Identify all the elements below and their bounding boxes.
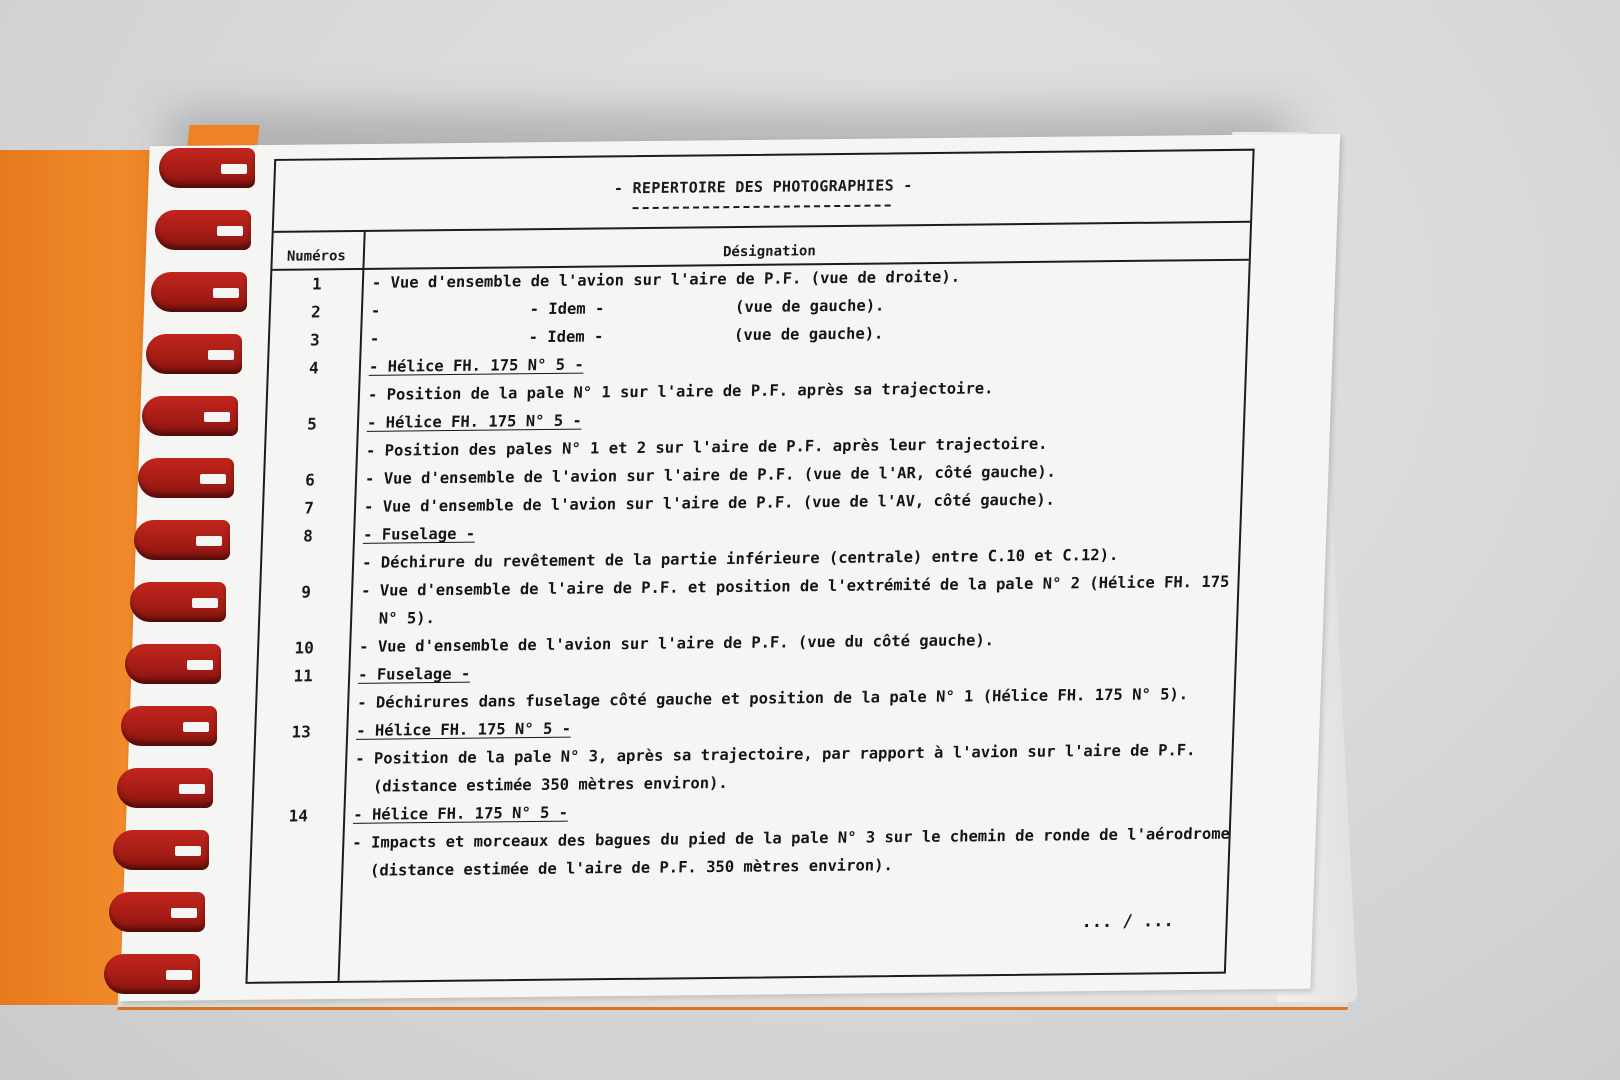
row-designation: - Hélice FH. 175 N° 5 - xyxy=(353,803,569,824)
row-number: 13 xyxy=(291,722,312,742)
row-designation: - Déchirures dans fuselage côté gauche et position de la pale N° 1 (Hélice FH. 175 N° 5). xyxy=(356,685,1189,712)
binding-ring xyxy=(121,706,217,746)
binding-ring xyxy=(159,148,255,188)
binding-ring xyxy=(130,582,226,622)
row-number: 11 xyxy=(293,666,314,686)
table-rows xyxy=(251,261,1249,887)
continuation-mark: ... / ... xyxy=(1081,911,1175,933)
row-designation: - Vue d'ensemble de l'avion sur l'aire de P.F. (vue de l'AR, côté gauche). xyxy=(364,462,1057,488)
row-number: 8 xyxy=(302,526,314,546)
row-designation: - Position des pales N° 1 et 2 sur l'aire de P.F. après leur trajectoire. xyxy=(365,434,1048,460)
row-designation: - Hélice FH. 175 N° 5 - xyxy=(355,719,572,740)
row-designation: - - Idem - (vue de gauche). xyxy=(370,296,885,320)
row-number xyxy=(256,750,346,751)
row-designation: - Fuselage - xyxy=(362,524,476,544)
binding-ring xyxy=(138,458,234,498)
binding-ring xyxy=(151,272,247,312)
row-designation: - - Idem - (vue de gauche). xyxy=(369,324,884,348)
row-number: 9 xyxy=(300,582,312,602)
row-designation: - Vue d'ensemble de l'avion sur l'aire de P.F. (vue du côté gauche). xyxy=(358,631,995,656)
row-designation: - Hélice FH. 175 N° 5 - xyxy=(368,355,585,376)
row-number: 1 xyxy=(311,274,323,294)
header-numeros: Numéros xyxy=(286,248,347,265)
row-number: 5 xyxy=(306,414,318,434)
document-page xyxy=(120,134,1340,1001)
row-number: 3 xyxy=(309,330,321,350)
binding-ring xyxy=(155,210,251,250)
binding-ring xyxy=(142,396,238,436)
row-designation: - Impacts et morceaux des bagues du pied de la pale N° 3 sur le chemin de ronde de l'aérodrome xyxy=(352,824,1231,852)
row-designation: - Vue d'ensemble de l'avion sur l'aire de P.F. (vue de droite). xyxy=(371,267,961,292)
binding-ring xyxy=(125,644,221,684)
row-number: 2 xyxy=(310,302,322,322)
binding-ring xyxy=(134,520,230,560)
document-title: - REPERTOIRE DES PHOTOGRAPHIES - xyxy=(613,176,913,198)
row-number: 6 xyxy=(304,470,316,490)
row-designation: - Position de la pale N° 1 sur l'aire de P.F. après sa trajectoire. xyxy=(367,379,994,404)
title-underline xyxy=(633,204,891,209)
row-designation: - Position de la pale N° 3, après sa trajectoire, par rapport à l'avion sur l'aire de P.F. xyxy=(354,741,1196,768)
row-designation: (distance estimée 350 mètres environ). xyxy=(354,773,729,796)
row-number xyxy=(268,386,358,387)
binding-ring xyxy=(109,892,205,932)
row-number xyxy=(253,834,343,835)
row-number xyxy=(258,694,348,695)
header-rule xyxy=(274,221,1250,233)
table-frame xyxy=(245,149,1254,984)
row-designation: N° 5). xyxy=(359,609,436,628)
row-number: 4 xyxy=(308,358,320,378)
row-designation: - Vue d'ensemble de l'aire de P.F. et position de l'extrémité de la pale N° 2 (Hélice FH. 175 xyxy=(360,572,1230,600)
header-designation: Désignation xyxy=(722,243,817,261)
binding-ring xyxy=(113,830,209,870)
row-number xyxy=(262,554,352,555)
row-designation: - Vue d'ensemble de l'avion sur l'aire de P.F. (vue de l'AV, côté gauche). xyxy=(363,490,1056,516)
row-number xyxy=(266,442,356,443)
row-number: 10 xyxy=(294,638,315,658)
row-number: 7 xyxy=(303,498,315,518)
row-designation: - Fuselage - xyxy=(357,664,471,684)
row-designation: (distance estimée de l'aire de P.F. 350 mètres environ). xyxy=(351,856,894,880)
row-number xyxy=(252,862,342,863)
row-number xyxy=(260,610,350,611)
row-number xyxy=(255,778,345,779)
row-designation: - Hélice FH. 175 N° 5 - xyxy=(366,411,583,432)
spiral-binding xyxy=(95,140,225,1000)
binding-ring xyxy=(146,334,242,374)
binding-ring xyxy=(104,954,200,994)
row-designation: - Déchirure du revêtement de la partie inférieure (centrale) entre C.10 et C.12). xyxy=(361,545,1119,572)
binding-ring xyxy=(117,768,213,808)
row-number: 14 xyxy=(288,806,309,826)
